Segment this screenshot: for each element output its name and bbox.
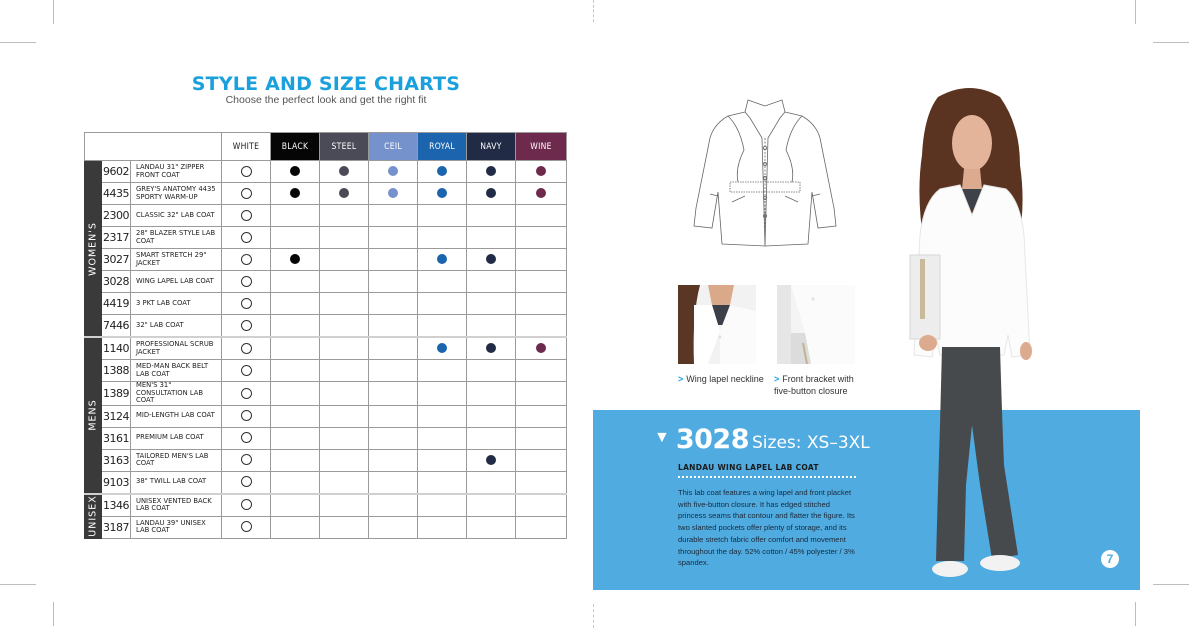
color-cell-white — [222, 271, 271, 293]
color-cell-black — [271, 449, 320, 471]
color-cell-royal — [418, 449, 467, 471]
style-code: 9602 — [102, 161, 131, 183]
style-name: WING LAPEL LAB COAT — [131, 271, 222, 293]
style-code: 3187 — [102, 516, 131, 538]
color-cell-white — [222, 449, 271, 471]
style-size-chart — [84, 132, 566, 539]
style-name: 3 PKT LAB COAT — [131, 293, 222, 315]
crop-mark — [53, 602, 54, 626]
color-cell-wine — [516, 382, 567, 406]
color-cell-navy — [467, 161, 516, 183]
table-row — [85, 227, 567, 249]
color-available-dot-icon — [339, 188, 349, 198]
column-header-navy: NAVY — [467, 133, 516, 161]
color-cell-royal — [418, 471, 467, 494]
color-cell-steel — [320, 405, 369, 427]
style-code: 1389 — [102, 382, 131, 406]
color-cell-ceil — [369, 161, 418, 183]
color-available-dot-icon — [241, 166, 252, 177]
color-cell-steel — [320, 337, 369, 360]
front-placket-photo — [777, 285, 855, 364]
color-cell-ceil — [369, 271, 418, 293]
color-cell-white — [222, 360, 271, 382]
fold-mark — [593, 0, 595, 22]
color-cell-navy — [467, 516, 516, 538]
table-row — [85, 337, 567, 360]
color-cell-royal — [418, 205, 467, 227]
chevron-right-icon: > — [774, 374, 780, 384]
color-available-dot-icon — [486, 254, 496, 264]
fold-mark — [593, 604, 595, 628]
color-cell-steel — [320, 449, 369, 471]
color-available-dot-icon — [486, 455, 496, 465]
color-cell-navy — [467, 360, 516, 382]
color-cell-black — [271, 494, 320, 517]
color-cell-black — [271, 227, 320, 249]
color-available-dot-icon — [241, 343, 252, 354]
color-cell-royal — [418, 382, 467, 406]
style-code: 1346 — [102, 494, 131, 517]
style-code: 3028 — [102, 271, 131, 293]
crop-mark — [0, 42, 36, 43]
color-available-dot-icon — [241, 388, 252, 399]
crop-mark — [1153, 42, 1189, 43]
color-cell-steel — [320, 183, 369, 205]
color-available-dot-icon — [241, 454, 252, 465]
color-cell-navy — [467, 271, 516, 293]
color-cell-steel — [320, 271, 369, 293]
color-cell-royal — [418, 427, 467, 449]
color-available-dot-icon — [241, 188, 252, 199]
table-row — [85, 494, 567, 517]
color-cell-wine — [516, 494, 567, 517]
style-name: PREMIUM LAB COAT — [131, 427, 222, 449]
color-cell-white — [222, 183, 271, 205]
color-cell-royal — [418, 494, 467, 517]
page-title: STYLE AND SIZE CHARTS — [191, 73, 461, 95]
color-available-dot-icon — [486, 166, 496, 176]
page-number: 7 — [1101, 550, 1119, 568]
feature-caption: > Wing lapel neckline — [678, 374, 764, 384]
style-name: MID-LENGTH LAB COAT — [131, 405, 222, 427]
crop-mark — [0, 584, 36, 585]
style-name: SMART STRETCH 29" JACKET — [131, 249, 222, 271]
style-name: MED-MAN BACK BELT LAB COAT — [131, 360, 222, 382]
table-row — [85, 293, 567, 315]
table-row — [85, 360, 567, 382]
color-available-dot-icon — [241, 365, 252, 376]
style-name: 38" TWILL LAB COAT — [131, 471, 222, 494]
color-cell-steel — [320, 315, 369, 338]
style-name: UNISEX VENTED BACK LAB COAT — [131, 494, 222, 517]
color-cell-steel — [320, 360, 369, 382]
color-cell-steel — [320, 382, 369, 406]
color-cell-navy — [467, 405, 516, 427]
column-header-royal: ROYAL — [418, 133, 467, 161]
group-label: MENS — [85, 337, 102, 494]
dotted-divider — [678, 476, 856, 478]
color-cell-white — [222, 161, 271, 183]
color-cell-steel — [320, 161, 369, 183]
column-header-black: BLACK — [271, 133, 320, 161]
color-cell-ceil — [369, 449, 418, 471]
color-available-dot-icon — [241, 210, 252, 221]
color-available-dot-icon — [388, 188, 398, 198]
color-cell-wine — [516, 449, 567, 471]
color-cell-navy — [467, 427, 516, 449]
style-code: 4435 — [102, 183, 131, 205]
color-cell-wine — [516, 271, 567, 293]
color-available-dot-icon — [437, 166, 447, 176]
color-available-dot-icon — [290, 166, 300, 176]
color-cell-royal — [418, 516, 467, 538]
style-name: PROFESSIONAL SCRUB JACKET — [131, 337, 222, 360]
color-cell-white — [222, 471, 271, 494]
color-cell-ceil — [369, 494, 418, 517]
color-availability-table — [84, 132, 567, 539]
color-cell-ceil — [369, 205, 418, 227]
color-cell-white — [222, 227, 271, 249]
product-name: LANDAU WING LAPEL LAB COAT — [678, 463, 819, 472]
color-cell-black — [271, 315, 320, 338]
color-cell-wine — [516, 183, 567, 205]
color-cell-wine — [516, 337, 567, 360]
color-cell-ceil — [369, 405, 418, 427]
color-cell-white — [222, 315, 271, 338]
color-cell-ceil — [369, 293, 418, 315]
style-code: 1388 — [102, 360, 131, 382]
color-cell-ceil — [369, 471, 418, 494]
style-name: GREY'S ANATOMY 4435 SPORTY WARM-UP — [131, 183, 222, 205]
style-code: 9103 — [102, 471, 131, 494]
table-row — [85, 183, 567, 205]
color-cell-black — [271, 205, 320, 227]
style-name: LANDAU 31" ZIPPER FRONT COAT — [131, 161, 222, 183]
color-cell-wine — [516, 427, 567, 449]
color-available-dot-icon — [241, 432, 252, 443]
table-row — [85, 249, 567, 271]
color-cell-black — [271, 183, 320, 205]
style-name: TAILORED MEN'S LAB COAT — [131, 449, 222, 471]
style-name: LANDAU 39" UNISEX LAB COAT — [131, 516, 222, 538]
color-cell-royal — [418, 183, 467, 205]
style-code: 3163 — [102, 449, 131, 471]
color-cell-steel — [320, 471, 369, 494]
color-available-dot-icon — [241, 499, 252, 510]
color-cell-steel — [320, 516, 369, 538]
color-cell-wine — [516, 227, 567, 249]
style-name: 28" BLAZER STYLE LAB COAT — [131, 227, 222, 249]
table-row — [85, 315, 567, 338]
color-cell-ceil — [369, 382, 418, 406]
color-cell-black — [271, 516, 320, 538]
color-cell-royal — [418, 337, 467, 360]
color-cell-navy — [467, 382, 516, 406]
color-cell-black — [271, 405, 320, 427]
color-cell-white — [222, 516, 271, 538]
color-cell-navy — [467, 293, 516, 315]
color-cell-royal — [418, 271, 467, 293]
product-heading — [654, 424, 870, 455]
color-cell-steel — [320, 249, 369, 271]
color-available-dot-icon — [241, 254, 252, 265]
color-cell-navy — [467, 183, 516, 205]
color-cell-steel — [320, 494, 369, 517]
column-header-white: WHITE — [222, 133, 271, 161]
color-cell-royal — [418, 293, 467, 315]
color-cell-black — [271, 471, 320, 494]
color-cell-ceil — [369, 315, 418, 338]
table-row — [85, 449, 567, 471]
color-cell-white — [222, 249, 271, 271]
color-cell-ceil — [369, 337, 418, 360]
model-photo — [880, 85, 1055, 590]
table-row — [85, 427, 567, 449]
table-row — [85, 205, 567, 227]
table-row — [85, 405, 567, 427]
color-available-dot-icon — [437, 254, 447, 264]
style-code: 1140 — [102, 337, 131, 360]
color-cell-black — [271, 382, 320, 406]
color-available-dot-icon — [241, 476, 252, 487]
product-number: 3028 — [675, 424, 749, 455]
color-cell-wine — [516, 293, 567, 315]
column-header-steel: STEEL — [320, 133, 369, 161]
column-header-ceil: CEIL — [369, 133, 418, 161]
style-name: MEN'S 31" CONSULTATION LAB COAT — [131, 382, 222, 406]
table-row — [85, 271, 567, 293]
column-header-wine: WINE — [516, 133, 567, 161]
color-cell-navy — [467, 227, 516, 249]
color-cell-navy — [467, 315, 516, 338]
color-cell-royal — [418, 360, 467, 382]
color-cell-navy — [467, 205, 516, 227]
color-cell-white — [222, 337, 271, 360]
color-available-dot-icon — [241, 276, 252, 287]
color-cell-royal — [418, 249, 467, 271]
color-available-dot-icon — [536, 188, 546, 198]
crop-mark — [53, 0, 54, 24]
color-cell-wine — [516, 249, 567, 271]
color-cell-navy — [467, 449, 516, 471]
style-code: 2317 — [102, 227, 131, 249]
style-name: 32" LAB COAT — [131, 315, 222, 338]
color-cell-ceil — [369, 227, 418, 249]
color-cell-royal — [418, 227, 467, 249]
color-available-dot-icon — [339, 166, 349, 176]
table-row — [85, 471, 567, 494]
color-cell-white — [222, 405, 271, 427]
color-available-dot-icon — [388, 166, 398, 176]
product-sizes: Sizes: XS–3XL — [752, 433, 870, 453]
color-cell-wine — [516, 161, 567, 183]
group-label: WOMEN'S — [85, 161, 102, 338]
color-cell-steel — [320, 227, 369, 249]
color-available-dot-icon — [241, 298, 252, 309]
color-cell-royal — [418, 405, 467, 427]
style-name: CLASSIC 32" LAB COAT — [131, 205, 222, 227]
color-cell-steel — [320, 293, 369, 315]
color-cell-black — [271, 249, 320, 271]
color-cell-black — [271, 427, 320, 449]
color-cell-black — [271, 293, 320, 315]
color-cell-steel — [320, 427, 369, 449]
style-code: 3124 — [102, 405, 131, 427]
feature-caption: > Front bracket with five-button closure — [774, 374, 854, 396]
wing-lapel-photo — [678, 285, 756, 364]
color-cell-navy — [467, 249, 516, 271]
color-cell-white — [222, 427, 271, 449]
color-cell-navy — [467, 337, 516, 360]
color-available-dot-icon — [241, 232, 252, 243]
table-row — [85, 161, 567, 183]
triangle-down-icon: ▼ — [654, 429, 670, 446]
crop-mark — [1153, 584, 1189, 585]
color-cell-wine — [516, 205, 567, 227]
color-cell-black — [271, 161, 320, 183]
color-available-dot-icon — [290, 188, 300, 198]
color-cell-white — [222, 293, 271, 315]
style-code: 3027 — [102, 249, 131, 271]
color-cell-royal — [418, 161, 467, 183]
color-available-dot-icon — [437, 343, 447, 353]
color-cell-ceil — [369, 427, 418, 449]
table-header — [85, 133, 567, 161]
color-cell-white — [222, 494, 271, 517]
color-available-dot-icon — [241, 521, 252, 532]
style-code: 4419 — [102, 293, 131, 315]
color-cell-white — [222, 205, 271, 227]
color-cell-wine — [516, 360, 567, 382]
color-cell-steel — [320, 205, 369, 227]
color-available-dot-icon — [290, 254, 300, 264]
coat-technical-sketch — [690, 98, 840, 248]
color-available-dot-icon — [486, 188, 496, 198]
color-cell-ceil — [369, 249, 418, 271]
color-cell-royal — [418, 315, 467, 338]
color-available-dot-icon — [437, 188, 447, 198]
table-row — [85, 382, 567, 406]
table-row — [85, 516, 567, 538]
style-code: 7446 — [102, 315, 131, 338]
color-cell-navy — [467, 494, 516, 517]
product-description: This lab coat features a wing lapel and front placket with five-button closure. It has edged stitched princess seams that contour and flatter the figure. Its two slanted pockets offer plenty of storage, and its durable stretch fabric offer comfort and movement throughout the day. 52% cotton / 45% polyester / 3% spandex. — [678, 488, 855, 568]
color-cell-wine — [516, 516, 567, 538]
style-code: 3161 — [102, 427, 131, 449]
color-cell-black — [271, 360, 320, 382]
color-available-dot-icon — [486, 343, 496, 353]
color-cell-ceil — [369, 360, 418, 382]
color-cell-ceil — [369, 183, 418, 205]
color-cell-wine — [516, 405, 567, 427]
chevron-right-icon: > — [678, 374, 684, 384]
color-available-dot-icon — [536, 343, 546, 353]
color-available-dot-icon — [241, 410, 252, 421]
color-cell-black — [271, 271, 320, 293]
color-cell-wine — [516, 471, 567, 494]
color-available-dot-icon — [241, 320, 252, 331]
crop-mark — [1135, 602, 1136, 626]
group-label: UNISEX — [85, 494, 102, 539]
color-cell-navy — [467, 471, 516, 494]
style-code: 2300 — [102, 205, 131, 227]
color-cell-white — [222, 382, 271, 406]
color-cell-ceil — [369, 516, 418, 538]
color-cell-black — [271, 337, 320, 360]
header-blank — [85, 133, 222, 161]
color-cell-wine — [516, 315, 567, 338]
crop-mark — [1135, 0, 1136, 24]
color-available-dot-icon — [536, 166, 546, 176]
page-subtitle: Choose the perfect look and get the right fit — [225, 94, 427, 106]
